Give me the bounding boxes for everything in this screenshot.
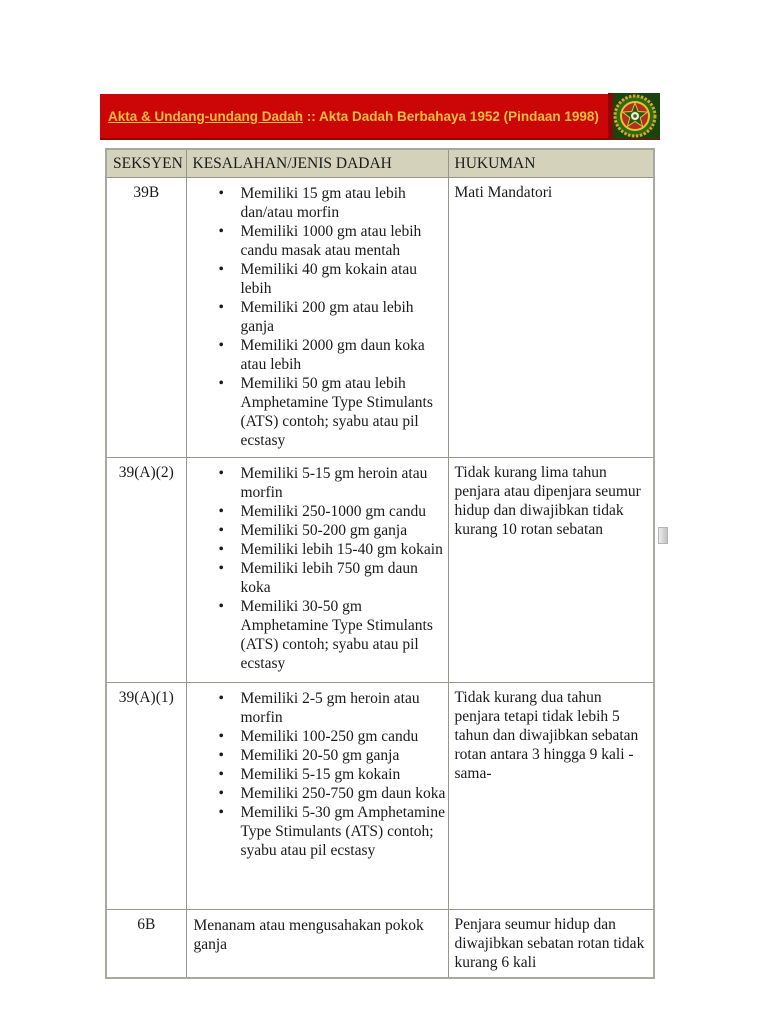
col-header-hukuman: HUKUMAN [448,149,654,178]
police-crest-icon [608,93,660,139]
seksyen-cell: 39B [106,178,186,458]
header-banner [100,94,660,140]
table-row [106,910,654,979]
kesalahan-cell [186,910,448,979]
kesalahan-cell [186,178,448,458]
hukuman-cell: Tidak kurang lima tahun penjara atau dipenjara seumur hidup dan diwajibkan tidak kurang 10 rotan sebatan [448,458,654,683]
offense-bullet-item: • Memiliki 2-5 gm heroin atau morfin [188,689,447,727]
offense-bullet-item: • Memiliki 250-750 gm daun koka [188,784,447,803]
offense-list [188,464,447,673]
offense-bullet-item: • Memiliki 2000 gm daun koka atau lebih [188,336,447,374]
banner-link[interactable]: Akta & Undang-undang Dadah [108,108,303,124]
offense-bullet-item: • Memiliki 20-50 gm ganja [188,746,447,765]
kesalahan-cell [186,683,448,910]
offense-bullet-item: • Memiliki 5-30 gm Amphetamine Type Stimulants (ATS) contoh; syabu atau pil ecstasy [188,803,447,860]
col-header-seksyen: SEKSYEN [106,149,186,178]
offense-bullet-item: • Memiliki 5-15 gm heroin atau morfin [188,464,447,502]
hukuman-cell: Tidak kurang dua tahun penjara tetapi tidak lebih 5 tahun dan diwajibkan sebatan rotan antara 3 hingga 9 kali -sama- [448,683,654,910]
offense-bullet-item: • Memiliki 50-200 gm ganja [188,521,447,540]
offense-bullet-item: • Memiliki 30-50 gm Amphetamine Type Stimulants (ATS) contoh; syabu atau pil ecstasy [188,597,447,673]
scrollbar-thumb[interactable] [658,527,668,544]
kesalahan-cell [186,458,448,683]
offense-bullet-item: • Memiliki 15 gm atau lebih dan/atau morfin [188,184,447,222]
offense-bullet-item: • Memiliki 40 gm kokain atau lebih [188,260,447,298]
table-row [106,683,654,910]
offense-bullet-item: • Memiliki 200 gm atau lebih ganja [188,298,447,336]
banner-separator: :: [303,108,319,124]
offense-list [188,184,447,450]
offense-bullet-item: • Memiliki 100-250 gm candu [188,727,447,746]
offense-bullet-item: • Memiliki 1000 gm atau lebih candu masak atau mentah [188,222,447,260]
col-header-kesalahan: KESALAHAN/JENIS DADAH [186,149,448,178]
offense-text: Menanam atau mengusahakan pokok ganja [193,917,424,953]
hukuman-cell: Penjara seumur hidup dan diwajibkan sebatan rotan tidak kurang 6 kali [448,910,654,979]
hukuman-cell: Mati Mandatori [448,178,654,458]
table-header-row [106,149,654,178]
banner-title-line [100,109,608,124]
banner-subtitle: Akta Dadah Berbahaya 1952 (Pindaan 1998) [319,108,599,124]
seksyen-cell: 39(A)(1) [106,683,186,910]
table-row [106,178,654,458]
offense-bullet-item: • Memiliki lebih 15-40 gm kokain [188,540,447,559]
seksyen-cell: 39(A)(2) [106,458,186,683]
offense-bullet-item: • Memiliki 5-15 gm kokain [188,765,447,784]
offense-bullet-item: • Memiliki 250-1000 gm candu [188,502,447,521]
table-row [106,458,654,683]
drug-penalties-table [105,148,655,979]
offense-list [188,689,447,860]
offense-bullet-item: • Memiliki 50 gm atau lebih Amphetamine Type Stimulants (ATS) contoh; syabu atau pil ecstasy [188,374,447,450]
offense-bullet-item: • Memiliki lebih 750 gm daun koka [188,559,447,597]
seksyen-cell: 6B [106,910,186,979]
